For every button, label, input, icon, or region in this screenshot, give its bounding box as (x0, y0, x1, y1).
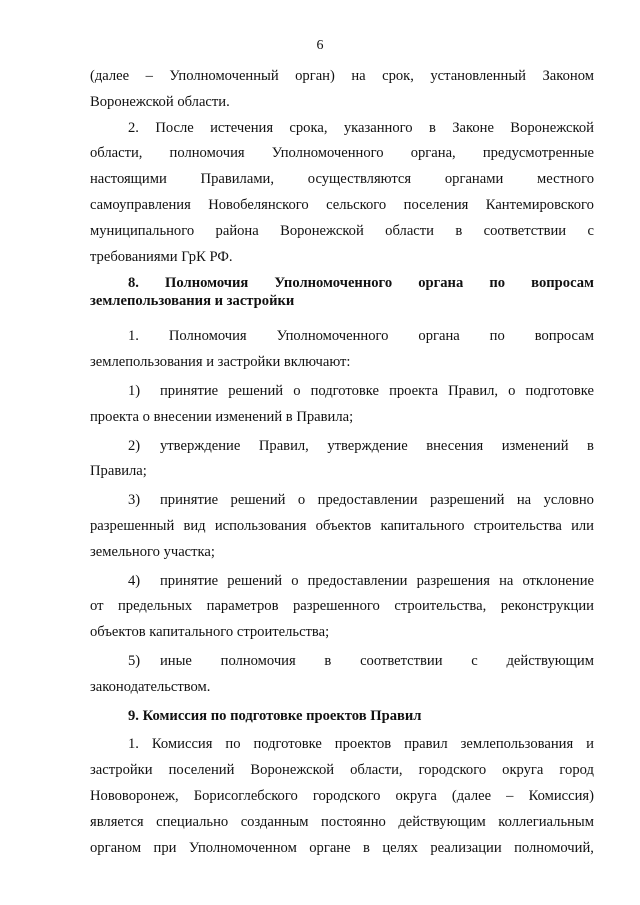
list-item-number: 4) (128, 572, 141, 589)
powers-list (90, 379, 594, 701)
word: Уполномоченном (188, 839, 297, 856)
word: Уполномоченного (276, 328, 389, 345)
word: После (155, 119, 194, 136)
word: принятие (160, 572, 219, 589)
word: Законе (452, 119, 494, 136)
word: соответствии (483, 222, 567, 239)
word: Воронежской (280, 222, 364, 239)
word: самоуправления (90, 196, 191, 213)
word: (далее (451, 787, 492, 804)
list-item (90, 649, 594, 675)
section-8-heading-line-1 (90, 274, 594, 292)
list-item (90, 379, 594, 405)
word: решений (230, 492, 286, 509)
word: 1. (128, 736, 139, 753)
word: осуществляются (307, 171, 412, 188)
section-8-heading (90, 270, 594, 324)
word: с (471, 652, 478, 669)
list-item-line-2: Правила; (90, 463, 147, 480)
word: на (351, 68, 366, 84)
word: вид (183, 517, 206, 534)
word: предусмотренные (482, 145, 594, 162)
word: разрешения (416, 572, 490, 589)
word: объектов (315, 517, 372, 534)
list-item-line-3: земельного участка; (90, 543, 215, 560)
word: землепользования (460, 736, 574, 753)
word: области, (350, 762, 403, 779)
word: Полномочия (165, 275, 249, 292)
word: полномочий, (514, 839, 594, 856)
word: по (225, 736, 241, 753)
word: изменений (501, 437, 569, 454)
word: о (293, 382, 301, 399)
word: вопросам (534, 328, 594, 345)
word: разрешений (429, 492, 505, 509)
word: в (587, 437, 594, 454)
word: проекта (389, 382, 439, 399)
word: органа (418, 275, 464, 292)
list-item-line-2: законодательством. (90, 678, 211, 695)
word: решений (228, 382, 284, 399)
word: предоставлении (317, 492, 418, 509)
list-item-number: 2) (128, 437, 141, 454)
word: использования (214, 517, 307, 534)
word: капитального (380, 517, 465, 534)
word: предельных (117, 598, 193, 615)
section-8-heading-line-2: землепользования и застройки (90, 293, 295, 310)
word: городского (418, 762, 487, 779)
item2-line-3 (90, 167, 594, 193)
word: иные (160, 652, 192, 669)
word: разрешенного (292, 598, 380, 615)
word: соответствии (360, 652, 443, 669)
word: 1. (128, 328, 139, 345)
word: срок, (382, 68, 414, 84)
word: целях (382, 839, 418, 856)
word: сельского (326, 196, 387, 213)
list-item-line-2 (90, 514, 594, 540)
word: застройки (90, 762, 153, 779)
word: внесения (426, 437, 484, 454)
word: при (153, 839, 177, 856)
item2-line-6: требованиями ГрК РФ. (90, 248, 233, 265)
word: района (215, 222, 259, 239)
word: Воронежской (510, 119, 594, 136)
word: правил (404, 736, 448, 753)
word: Борисоглебского (193, 787, 298, 804)
word: орган) (295, 68, 335, 84)
list-item-number: 1) (128, 382, 141, 399)
list-item-number: 3) (128, 492, 141, 509)
word: принятие (160, 382, 219, 399)
word: Правил, (258, 437, 309, 454)
word: 2. (128, 119, 139, 136)
word: действующим (398, 813, 486, 830)
word: округа (502, 762, 544, 779)
word: органом (90, 839, 142, 856)
list-item-line-2: проекта о внесении изменений в Правила; (90, 408, 354, 425)
word: Уполномоченного (271, 145, 384, 162)
word: в (363, 839, 370, 856)
word: округа (395, 787, 437, 804)
word: органа, (410, 145, 456, 162)
word: проектов (334, 736, 392, 753)
list-item-line-1 (160, 569, 594, 595)
word: местного (537, 171, 594, 188)
word: и (586, 736, 594, 753)
word: подготовке (253, 736, 322, 753)
word: области, (90, 145, 143, 162)
word: отклонение (522, 572, 594, 589)
list-item-line-1 (160, 379, 594, 405)
intro-line-2: Воронежской области. (90, 93, 230, 110)
word: муниципального (90, 222, 195, 239)
word: о (291, 572, 299, 589)
word: – (506, 787, 514, 804)
word: реконструкции (500, 598, 594, 615)
word: городского (312, 787, 381, 804)
s8-item1-line-1 (90, 324, 594, 350)
word: Кантемировского (485, 196, 594, 213)
word: подготовке (525, 382, 594, 399)
word: разрешенный (90, 517, 175, 534)
intro-line-1 (90, 64, 594, 90)
list-item-line-1 (160, 434, 594, 460)
word: полномочия (220, 652, 296, 669)
list-item-line-3: объектов капитального строительства; (90, 624, 330, 641)
word: постоянно (321, 813, 386, 830)
word: решений (227, 572, 283, 589)
word: Новобелянского (208, 196, 309, 213)
word: по (489, 328, 505, 345)
s9-item1-line-1 (90, 732, 594, 758)
s8-item1-line-2: землепользования и застройки включают: (90, 354, 351, 371)
list-item-line-2 (90, 594, 594, 620)
word: 8. (128, 275, 139, 292)
list-item-number: 5) (128, 652, 141, 669)
word: на (516, 492, 532, 509)
list-item-line-1 (160, 488, 594, 514)
word: реализации (430, 839, 502, 856)
word: Уполномоченного (274, 275, 393, 292)
word: город (559, 762, 594, 779)
word: Нововоронеж, (90, 787, 179, 804)
word: – (145, 68, 153, 84)
word: о (508, 382, 516, 399)
word: параметров (206, 598, 279, 615)
word: с (587, 222, 594, 239)
word: действующим (506, 652, 594, 669)
page-number: 6 (316, 38, 324, 53)
word: установленный (430, 68, 526, 84)
word: на (499, 572, 514, 589)
word: (далее (90, 68, 130, 84)
word: созданным (240, 813, 309, 830)
item2-line-5 (90, 219, 594, 245)
word: о (297, 492, 306, 509)
word: Уполномоченный (169, 68, 279, 84)
list-item (90, 434, 594, 460)
word: предоставлении (307, 572, 408, 589)
list-item-line-1 (160, 649, 594, 675)
word: органе (309, 839, 351, 856)
word: в (324, 652, 332, 669)
word: поселения (403, 196, 469, 213)
word: указанного (343, 119, 413, 136)
word: Правилами, (200, 171, 275, 188)
word: Комиссия) (528, 787, 594, 804)
word: или (571, 517, 594, 534)
word: Законом (542, 68, 594, 84)
word: области (385, 222, 434, 239)
word: вопросам (531, 275, 594, 292)
word: настоящими (90, 171, 167, 188)
word: Правил, (448, 382, 499, 399)
word: является (90, 813, 144, 830)
word: коллегиальным (498, 813, 594, 830)
s9-item1-line-3 (90, 784, 594, 810)
s9-item1-line-5 (90, 836, 594, 862)
word: истечения (210, 119, 274, 136)
word: органами (444, 171, 504, 188)
word: специально (156, 813, 229, 830)
item2-line-1 (90, 116, 594, 142)
s9-item1-line-4 (90, 810, 594, 836)
word: условно (543, 492, 594, 509)
word: Комиссия (151, 736, 213, 753)
word: от (90, 598, 104, 615)
document-body (90, 64, 594, 861)
word: полномочия (169, 145, 245, 162)
list-item (90, 569, 594, 595)
word: органа (418, 328, 460, 345)
word: по (489, 275, 506, 292)
word: утверждение (327, 437, 408, 454)
word: срока, (289, 119, 328, 136)
section-9-heading: 9. Комиссия по подготовке проектов Правил (128, 707, 422, 724)
word: принятие (160, 492, 219, 509)
s9-item1-line-2 (90, 758, 594, 784)
word: Полномочия (168, 328, 247, 345)
word: Воронежской (250, 762, 335, 779)
word: строительства (473, 517, 562, 534)
item2-line-2 (90, 141, 594, 167)
word: утверждение (160, 437, 241, 454)
word: в (428, 119, 436, 136)
word: в (455, 222, 463, 239)
word: строительства, (394, 598, 487, 615)
list-item (90, 488, 594, 514)
item2-line-4 (90, 193, 594, 219)
word: поселений (168, 762, 235, 779)
word: подготовке (310, 382, 379, 399)
